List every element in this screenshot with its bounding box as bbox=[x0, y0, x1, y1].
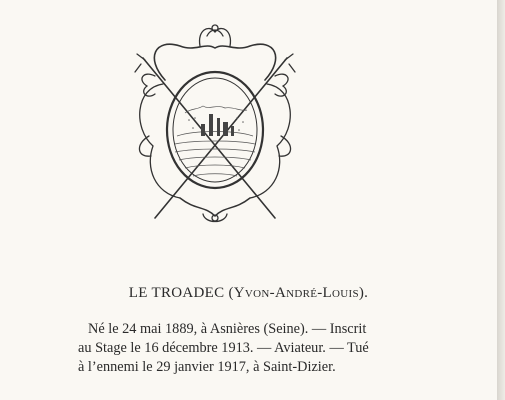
person-name-heading bbox=[0, 285, 497, 302]
biography-paragraph bbox=[78, 320, 398, 377]
given-names: (Yvon-André-Louis). bbox=[228, 285, 369, 301]
surname: LE TROADEC bbox=[128, 285, 225, 301]
bio-line: Né le 24 mai 1889, à Asnières (Seine). — Inscrit bbox=[88, 321, 367, 337]
bio-line: au Stage le 16 décembre 1913. — Aviateur. — Tué bbox=[78, 340, 369, 356]
cartouche-drawing bbox=[125, 18, 305, 228]
heraldic-cartouche-illustration bbox=[125, 18, 305, 228]
page-edge bbox=[497, 0, 505, 400]
bio-line: à l’ennemi le 29 janvier 1917, à Saint-Dizier. bbox=[78, 359, 336, 375]
